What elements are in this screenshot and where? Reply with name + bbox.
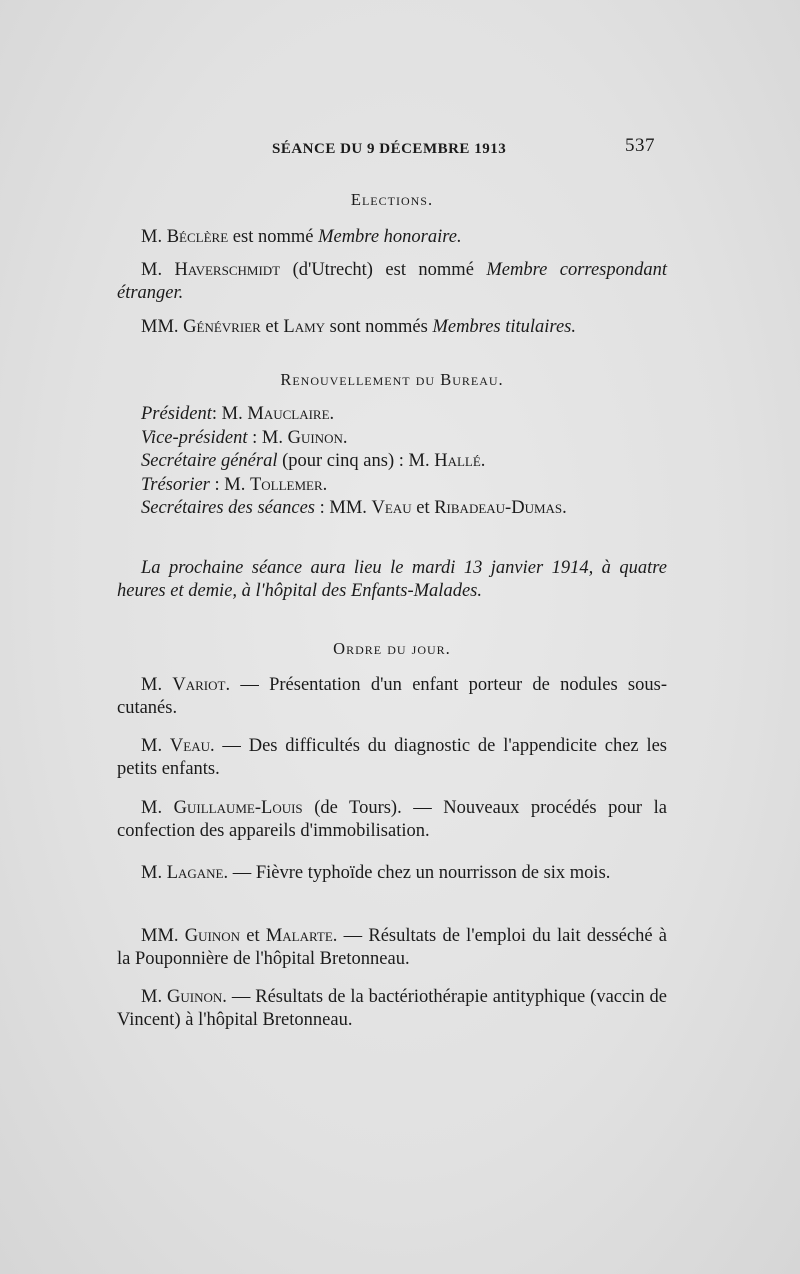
person-name: Génévrier [183, 317, 261, 337]
person-name: Variot [172, 675, 226, 695]
elections-heading: Elections. [350, 190, 434, 209]
role: Vice-président [141, 427, 248, 448]
person-name: Lagane [166, 863, 224, 883]
role: Secrétaire général [141, 451, 278, 471]
role: Président [141, 404, 212, 424]
person-name: Tollemer. [249, 474, 328, 495]
person-name: Ribadeau-Dumas. [434, 498, 567, 518]
agenda-item: MM. Guinon et Malarte. — Résultats de l'emploi du lait desséché à la Pouponnière de l'hôpital Bretonneau. [117, 926, 668, 969]
election-item: MM. Génévrier et Lamy sont nommés Membres titulaires. [141, 317, 576, 337]
header-title: SÉANCE DU 9 DÉCEMBRE 1913 [272, 141, 507, 157]
agenda-heading: Ordre du jour. [333, 639, 451, 658]
next-session-notice: La prochaine séance aura lieu le mardi 13 janvier 1914, à quatre heures et demie, à l'hôpital des Enfants-Malades. [117, 558, 667, 601]
election-item: M. Haverschmidt (d'Utrecht) est nommé Membre correspondant étranger. [117, 260, 667, 303]
person-name: Mauclaire. [247, 404, 335, 424]
person-name: Veau [371, 498, 412, 518]
bureau-member: Secrétaire général (pour cinq ans) : M. Hallé. [141, 451, 486, 471]
bureau-member: Trésorier : M. Tollemer. [141, 474, 328, 495]
agenda-item: M. Guinon. — Résultats de la bactériothérapie antityphique (vaccin de Vincent) à l'hôpital Bretonneau. [117, 987, 668, 1030]
role: Secrétaires des séances [141, 498, 315, 518]
bureau-member: Secrétaires des séances : MM. Veau et Ribadeau-Dumas. [141, 498, 567, 518]
agenda-item: M. Variot. — Présentation d'un enfant porteur de nodules sous-cutanés. [117, 675, 667, 718]
person-name: Malarte [265, 926, 333, 946]
agenda-item: M. Lagane. — Fièvre typhoïde chez un nourrisson de six mois. [141, 863, 611, 883]
person-name: Guinon [167, 987, 223, 1007]
bureau-member: Président: M. Mauclaire. [141, 404, 335, 424]
person-name: Guillaume-Louis [173, 798, 303, 818]
person-name: Guinon. [287, 427, 348, 448]
person-name: Haverschmidt [174, 260, 281, 280]
person-name: Veau [169, 736, 210, 756]
page-number: 537 [625, 135, 655, 156]
person-name: Guinon [184, 926, 241, 946]
person-name: Hallé. [434, 451, 486, 471]
agenda-item: M. Veau. — Des difficultés du diagnostic de l'appendicite chez les petits enfants. [117, 736, 667, 779]
election-item: M. Béclère est nommé Membre honoraire. [141, 227, 462, 247]
bureau-heading: Renouvellement du Bureau. [280, 370, 504, 389]
agenda-item: M. Guillaume-Louis (de Tours). — Nouveaux procédés pour la confection des appareils d'immobilisation. [117, 798, 667, 841]
person-name: Béclère [166, 227, 229, 247]
role: Trésorier [141, 474, 210, 495]
person-name: Lamy [283, 317, 326, 337]
bureau-list [117, 403, 667, 521]
bureau-member: Vice-président : M. Guinon. [141, 427, 348, 448]
